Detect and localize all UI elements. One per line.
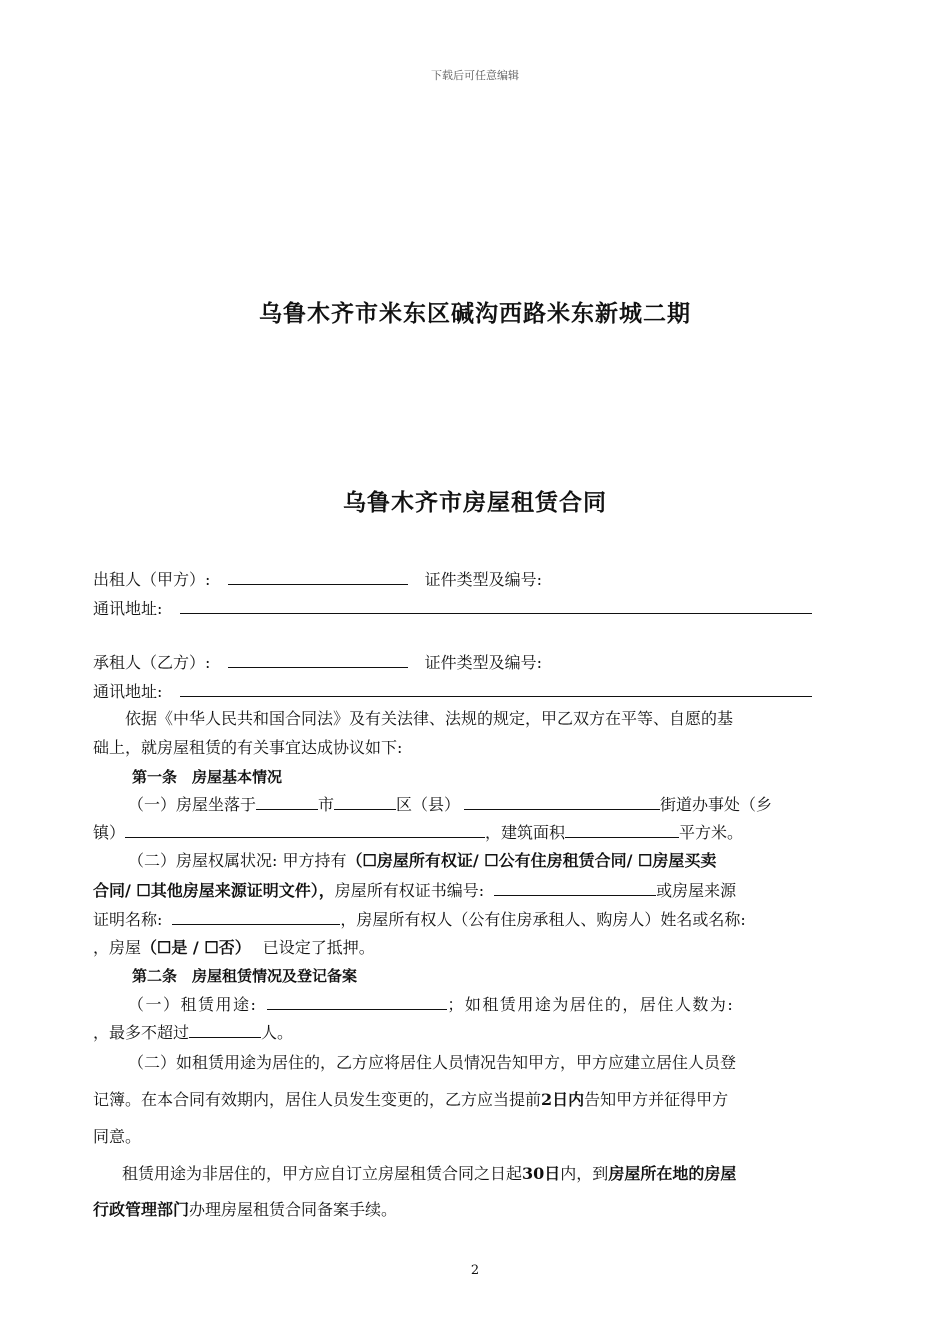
filing-text-2: 内，到 [560, 1164, 609, 1183]
article2-p1-line1 [128, 993, 734, 1016]
lessor-id-label: 证件类型及编号: [424, 570, 542, 589]
occupants-label: ；如租赁用途为居住的，居住人数为: [447, 995, 735, 1014]
street-label: 街道办事处（乡 [660, 795, 773, 814]
location-title: 乌鲁木齐市米东区碱沟西路米东新城二期 [259, 300, 691, 327]
lessor-address-line [93, 597, 812, 620]
notice-text-2: 告知甲方并征得甲方 [584, 1090, 729, 1109]
lessee-address-line [93, 680, 812, 703]
certificate-no-blank[interactable] [494, 879, 656, 896]
lessor-address-blank[interactable] [180, 597, 812, 614]
filing-days: 30日 [522, 1164, 561, 1183]
intro-line-2: 础上，就房屋租赁的有关事宜达成协议如下: [93, 738, 403, 757]
ownership-prefix: （二）房屋权属状况: 甲方持有 [128, 851, 347, 870]
article1-p1-line2 [93, 821, 743, 844]
occupants-unit: 人。 [261, 1023, 294, 1042]
lessee-name-blank[interactable] [228, 651, 408, 668]
lessee-label: 承租人（乙方）: [93, 653, 211, 672]
lessee-id-label: 证件类型及编号: [424, 653, 542, 672]
area-blank[interactable] [565, 821, 679, 838]
page-number: 2 [470, 1263, 480, 1278]
article2-p3-line2 [93, 1199, 397, 1221]
area-unit: 平方米。 [679, 823, 744, 842]
lessee-address-label: 通讯地址: [93, 682, 163, 701]
city-label: 市 [318, 795, 335, 814]
lessee-address-blank[interactable] [180, 680, 812, 697]
certificate-no-label: 房屋所有权证书编号: [334, 881, 485, 900]
area-label: ，建筑面积 [485, 823, 566, 842]
street-blank[interactable] [464, 793, 660, 810]
contract-title: 乌鲁木齐市房屋租赁合同 [343, 489, 607, 516]
article2-heading: 第二条 房屋租赁情况及登记备案 [132, 967, 358, 985]
article2-p2-line2 [93, 1089, 728, 1111]
town-label: 镇） [93, 823, 126, 842]
lessee-line [93, 651, 542, 674]
ownership-options-1[interactable]: （☐房屋所有权证/ ☐公有住房租赁合同/ ☐房屋买卖 [346, 851, 717, 870]
ownership-options-2[interactable]: 合同/ ☐其他房屋来源证明文件）， [93, 881, 335, 900]
usage-blank[interactable] [267, 993, 447, 1010]
article1-p1-line1 [128, 793, 772, 816]
article2-p2-line1: （二）如租赁用途为居住的，乙方应将居住人员情况告知甲方，甲方应建立居住人员登 [128, 1053, 737, 1072]
source-label: 或房屋来源 [656, 881, 737, 900]
filing-text: 租赁用途为非居住的，甲方应自订立房屋租赁合同之日起 [122, 1164, 523, 1183]
article2-p2-line3: 同意。 [93, 1127, 142, 1146]
article1-p2-line3 [93, 908, 746, 931]
intro-line-1: 依据《中华人民共和国合同法》及有关法律、法规的规定，甲乙双方在平等、自愿的基 [125, 709, 734, 728]
lessor-name-blank[interactable] [228, 568, 408, 585]
mortgage-suffix: 已设定了抵押。 [262, 938, 375, 957]
filing-text-3: 办理房屋租赁合同备案手续。 [189, 1200, 398, 1219]
notice-days: 2日内 [541, 1090, 585, 1109]
lessor-line [93, 568, 542, 591]
lessor-label: 出租人（甲方）: [93, 570, 211, 589]
article2-p3-line1 [122, 1163, 736, 1185]
filing-office-1: 房屋所在地的房屋 [608, 1164, 737, 1183]
max-occupants-blank[interactable] [189, 1021, 261, 1038]
max-occupants-label: ，最多不超过 [93, 1023, 190, 1042]
usage-label: （一）租赁用途: [128, 995, 258, 1014]
mortgage-prefix: ，房屋 [93, 938, 142, 957]
article1-p2-line2 [93, 879, 736, 902]
address-detail-blank[interactable] [125, 821, 485, 838]
location-prefix: （一）房屋坐落于 [128, 795, 257, 814]
article1-heading: 第一条 房屋基本情况 [132, 768, 283, 786]
cert-name-blank[interactable] [172, 908, 340, 925]
lessor-address-label: 通讯地址: [93, 599, 163, 618]
filing-office-2: 行政管理部门 [93, 1200, 190, 1219]
district-label: 区（县） [396, 795, 461, 814]
article2-p1-line2 [93, 1021, 293, 1044]
owner-name-label: ，房屋所有权人（公有住房承租人、购房人）姓名或名称: [340, 910, 746, 929]
cert-name-label: 证明名称: [93, 910, 163, 929]
city-blank[interactable] [256, 793, 318, 810]
notice-text: 记簿。在本合同有效期内，居住人员发生变更的，乙方应当提前 [93, 1090, 542, 1109]
article1-p2-line1 [128, 850, 716, 872]
mortgage-options[interactable]: （☐是 / ☐否） [141, 938, 251, 957]
district-blank[interactable] [334, 793, 396, 810]
header-note: 下载后可任意编辑 [431, 69, 519, 82]
article1-p2-line4 [93, 937, 375, 959]
